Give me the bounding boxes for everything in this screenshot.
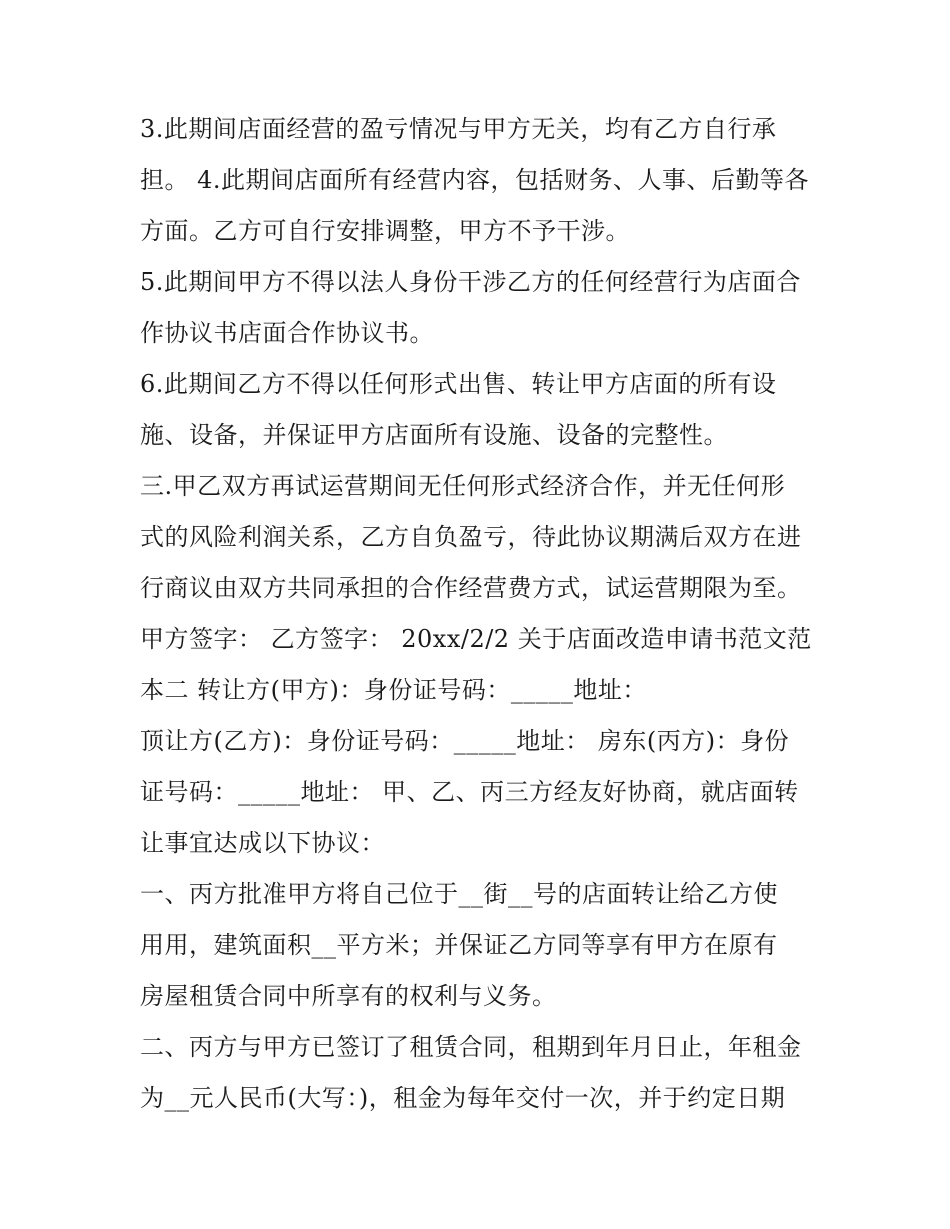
- text-line: 本二 转让方(甲方)：身份证号码：_____地址：: [140, 676, 647, 704]
- text-line: 用用，建筑面积__平方米；并保证乙方同等享有甲方在原有: [140, 931, 778, 959]
- text-line: 式的风险利润关系，乙方自负盈亏，待此协议期满后双方在进: [140, 523, 802, 551]
- document-body: [140, 104, 820, 1124]
- text-line: 作协议书店面合作协议书。: [140, 319, 434, 347]
- text-line: 施、设备，并保证甲方店面所有设施、设备的完整性。: [140, 421, 728, 449]
- text-line: 甲方签字： 乙方签字： 20xx/2/2 关于店面改造申请书范文范: [140, 625, 812, 653]
- text-line: 二、丙方与甲方已签订了租赁合同，租期到年月日止，年租金: [140, 1033, 802, 1061]
- text-line: 6.此期间乙方不得以任何形式出售、转让甲方店面的所有设: [140, 370, 777, 398]
- text-line: 顶让方(乙方)：身份证号码：_____地址： 房东(丙方)：身份: [140, 727, 790, 755]
- text-line: 方面。乙方可自行安排调整，甲方不予干涉。: [140, 217, 630, 245]
- text-line: 3.此期间店面经营的盈亏情况与甲方无关，均有乙方自行承: [140, 115, 777, 143]
- text-line: 让事宜达成以下协议：: [140, 829, 385, 857]
- text-line: 证号码：_____地址： 甲、乙、丙三方经友好协商，就店面转: [140, 778, 799, 806]
- text-line: 行商议由双方共同承担的合作经营费方式，试运营期限为至。: [140, 574, 802, 602]
- text-line: 为__元人民币(大写：)，租金为每年交付一次，并于约定日期: [140, 1084, 786, 1112]
- text-line: 一、丙方批准甲方将自己位于__街__号的店面转让给乙方使: [140, 880, 778, 908]
- text-line: 三.甲乙双方再试运营期间无任何形式经济合作，并无任何形: [140, 472, 786, 500]
- text-line: 担。 4.此期间店面所有经营内容，包括财务、人事、后勤等各: [140, 166, 810, 194]
- text-line: 房屋租赁合同中所享有的权利与义务。: [140, 982, 557, 1010]
- text-line: 5.此期间甲方不得以法人身份干涉乙方的任何经营行为店面合: [140, 268, 801, 296]
